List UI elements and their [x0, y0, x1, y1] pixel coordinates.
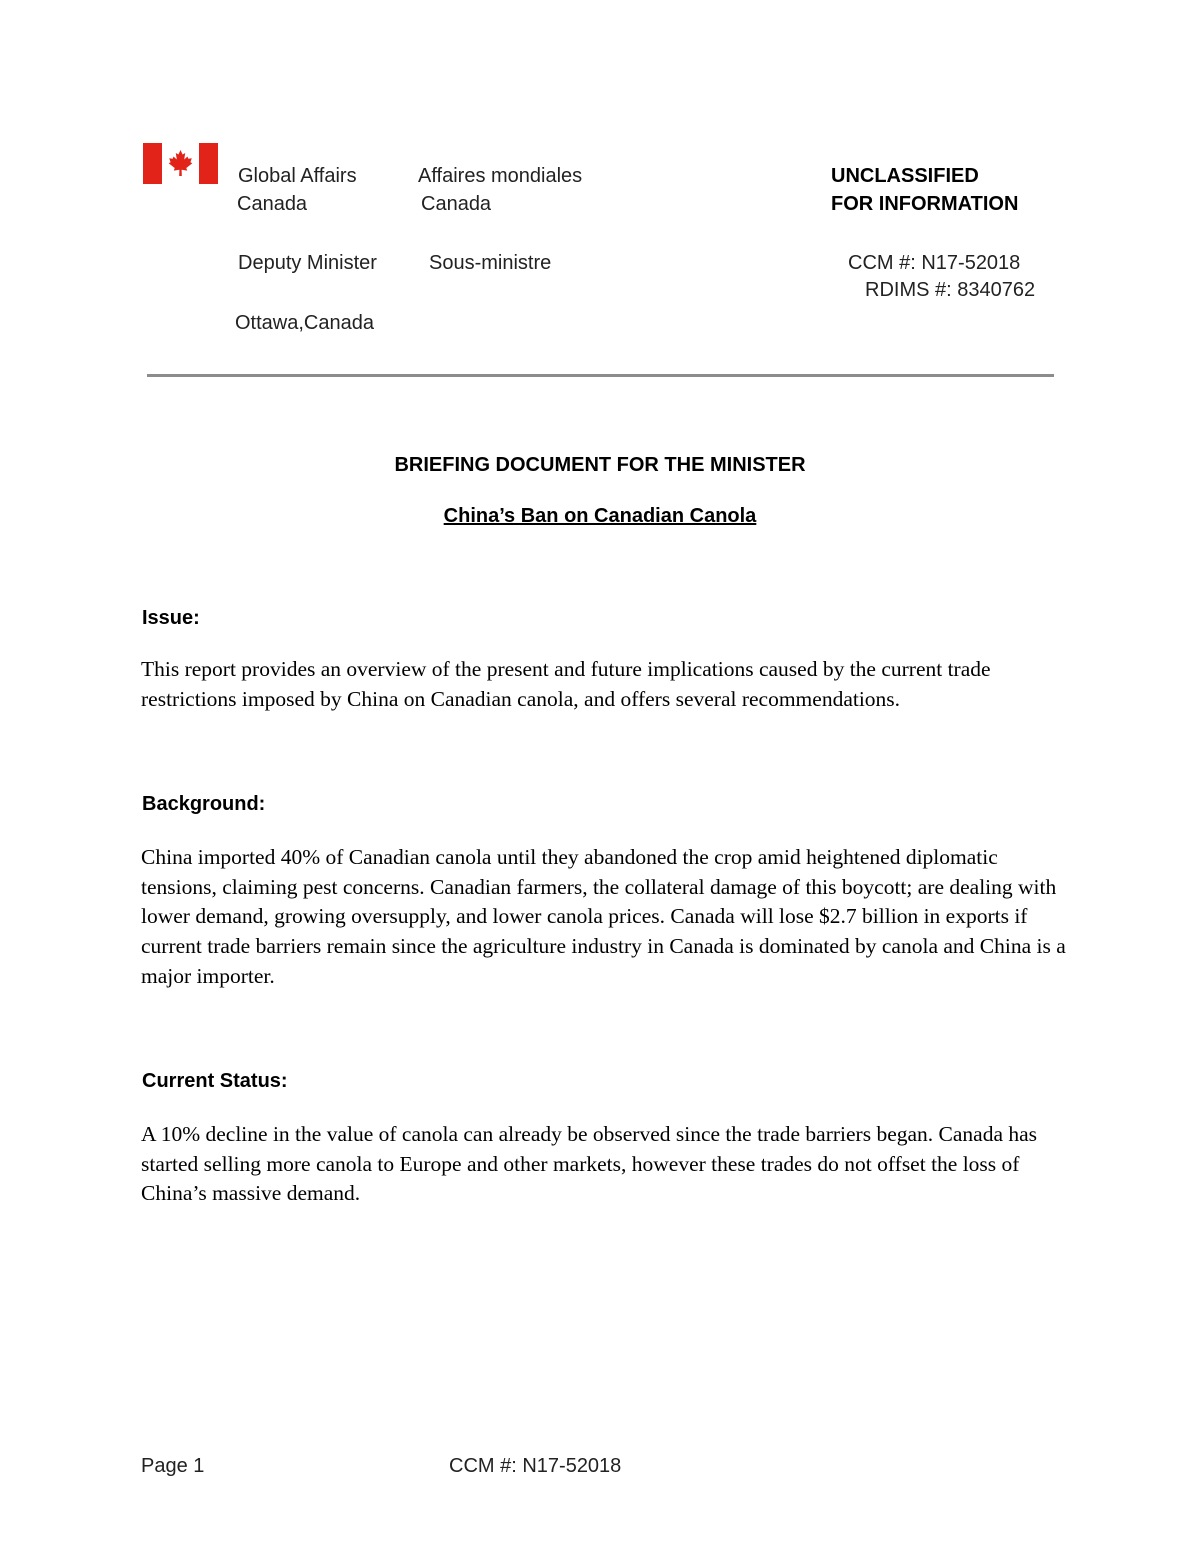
- document-title: BRIEFING DOCUMENT FOR THE MINISTER: [394, 454, 806, 476]
- rdims-number: RDIMS #: 8340762: [865, 279, 1036, 301]
- dept-name-en-line2: Canada: [237, 193, 308, 215]
- footer-page-number: Page 1: [141, 1455, 205, 1477]
- issue-heading: Issue:: [142, 607, 200, 629]
- header-divider: [147, 374, 1054, 377]
- dept-name-fr-line2: Canada: [421, 193, 492, 215]
- purpose-label: FOR INFORMATION: [831, 193, 1019, 215]
- footer-ccm-number: CCM #: N17-52018: [449, 1455, 622, 1477]
- classification-label: UNCLASSIFIED: [831, 165, 979, 187]
- ccm-number: CCM #: N17-52018: [848, 252, 1021, 274]
- role-en: Deputy Minister: [238, 252, 377, 274]
- current-status-body: A 10% decline in the value of canola can already be observed since the trade barriers began. Canada has started selling more canola to Europe and other markets, however these trades do not offset the loss of China’s massive demand.: [141, 1122, 1038, 1206]
- canada-flag-icon: [143, 143, 218, 184]
- background-heading: Background:: [142, 793, 266, 815]
- document-subtitle: China’s Ban on Canadian Canola: [443, 505, 757, 527]
- role-fr: Sous-ministre: [429, 252, 552, 274]
- dept-name-en-line1: Global Affairs: [238, 165, 357, 187]
- location: Ottawa,Canada: [235, 312, 374, 334]
- dept-name-fr-line1: Affaires mondiales: [418, 165, 583, 187]
- background-body: China imported 40% of Canadian canola until they abandoned the crop amid heightened diplomatic tensions, claiming pest concerns. Canadian farmers, the collateral damage of this boycott; are dealing with lower demand, growing oversupply, and lower canola prices. Canada will lose $2.7 billion in exports if current trade barriers remain since the agriculture industry in Canada is dominated by canola and China is a major importer.: [141, 845, 1066, 988]
- issue-body: This report provides an overview of the present and future implications caused by the current trade restrictions imposed by China on Canadian canola, and offers several recommendations.: [141, 657, 991, 711]
- current-status-heading: Current Status:: [142, 1070, 288, 1092]
